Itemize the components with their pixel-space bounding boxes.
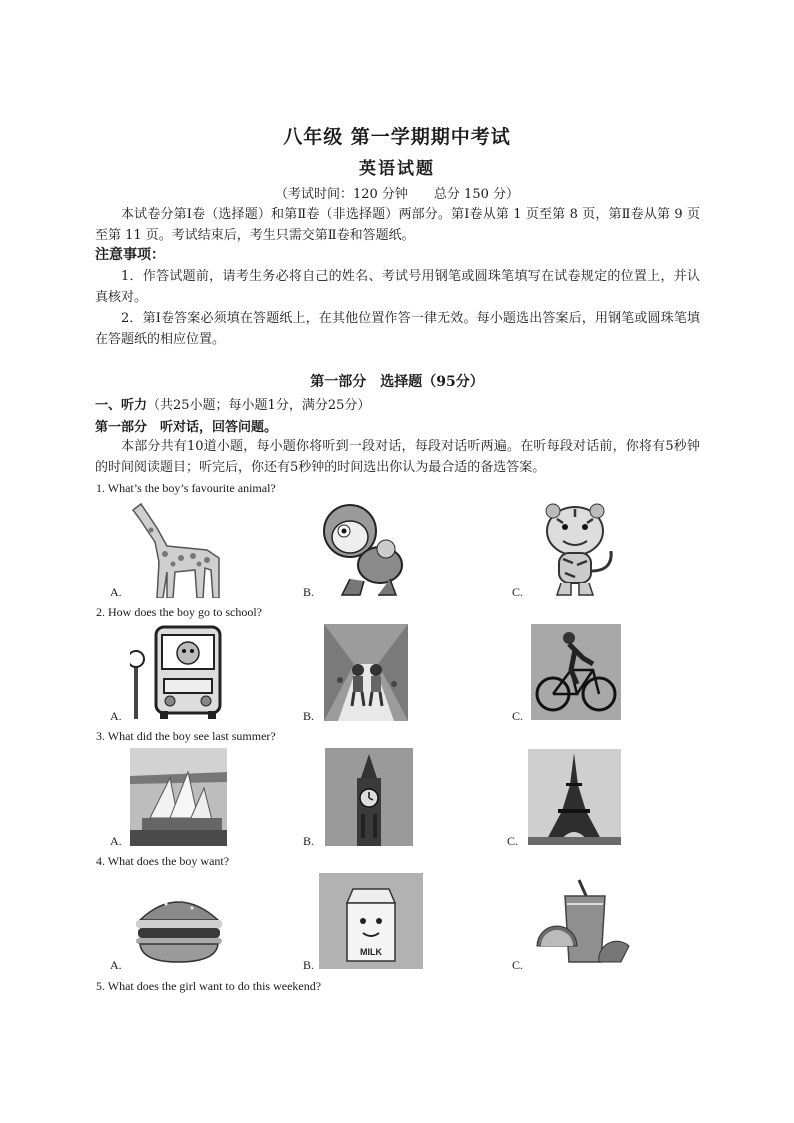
- q4-option-c: C.: [512, 958, 524, 972]
- listening-note: （共25小题；每小题1分，满分25分）: [147, 398, 371, 413]
- notes-item-1: 1．作答试题前，请考生务必将自己的姓名、考试号用钢笔或圆珠笔填写在试卷规定的位置上，并认真核对。: [95, 269, 700, 305]
- q3-option-c: C.: [507, 834, 519, 848]
- question-5: 5. What does the girl want to do this weekend?: [96, 979, 322, 993]
- q3-option-a: A.: [110, 834, 122, 848]
- question-2: 2. How does the boy go to school?: [96, 605, 262, 619]
- exam-info: （考试时间：120 分钟 总分 150 分）: [274, 187, 520, 202]
- bus-icon: [130, 623, 225, 720]
- question-1: 1. What’s the boy’s favourite animal?: [96, 481, 276, 495]
- hamburger-icon: [130, 884, 227, 969]
- orange-juice-icon: [529, 876, 632, 969]
- bicycle-icon: [531, 624, 621, 720]
- intro-paragraph: 本试卷分第Ⅰ卷（选择题）和第Ⅱ卷（非选择题）两部分。第Ⅰ卷从第 1 页至第 8 页，第Ⅱ卷从第 9 页至第 11 页。考试结束后，考生只需交第Ⅱ卷和答题纸。: [95, 207, 700, 243]
- sydney-opera-house-icon: [130, 748, 227, 846]
- exam-subject: 英语试题: [359, 159, 435, 179]
- exam-title: 八年级 第一学期期中考试: [283, 126, 511, 148]
- listening-section: [95, 394, 370, 413]
- big-ben-icon: [325, 748, 413, 846]
- walking-children-icon: [324, 624, 408, 721]
- eiffel-tower-icon: [528, 749, 621, 845]
- milk-carton-label: MILK: [360, 947, 382, 957]
- sub-heading: 第一部分 听对话，回答问题。: [95, 420, 278, 435]
- question-3: 3. What did the boy see last summer?: [96, 729, 276, 743]
- notes-heading: 注意事项：: [95, 247, 165, 263]
- q4-option-a: A.: [110, 958, 122, 972]
- q1-option-a: A.: [110, 585, 122, 599]
- milk-carton-icon: [319, 873, 423, 969]
- q2-option-a: A.: [110, 709, 122, 723]
- q2-option-c: C.: [512, 709, 524, 723]
- part1-title: 第一部分 选择题（95分）: [310, 374, 484, 390]
- question-4: 4. What does the boy want?: [96, 854, 230, 868]
- notes-item-2: 2．第Ⅰ卷答案必须填在答题纸上，在其他位置作答一律无效。每小题选出答案后，用钢笔或圆珠笔填在答题纸的相应位置。: [95, 311, 700, 347]
- instruction-paragraph: 本部分共有10道小题，每小题你将听到一段对话，每段对话听两遍。在听每段对话前，你将有5秒钟的时间阅读题目；听完后，你还有5秒钟的时间选出你认为最合适的备选答案。: [95, 439, 700, 475]
- q4-option-b: B.: [303, 958, 315, 972]
- monkey-icon: [320, 499, 412, 597]
- listening-heading: 一、听力: [95, 398, 148, 413]
- giraffe-icon: [127, 498, 227, 598]
- tiger-icon: [527, 501, 622, 597]
- q1-option-b: B.: [303, 585, 315, 599]
- q1-option-c: C.: [512, 585, 524, 599]
- q3-option-b: B.: [303, 834, 315, 848]
- q2-option-b: B.: [303, 709, 315, 723]
